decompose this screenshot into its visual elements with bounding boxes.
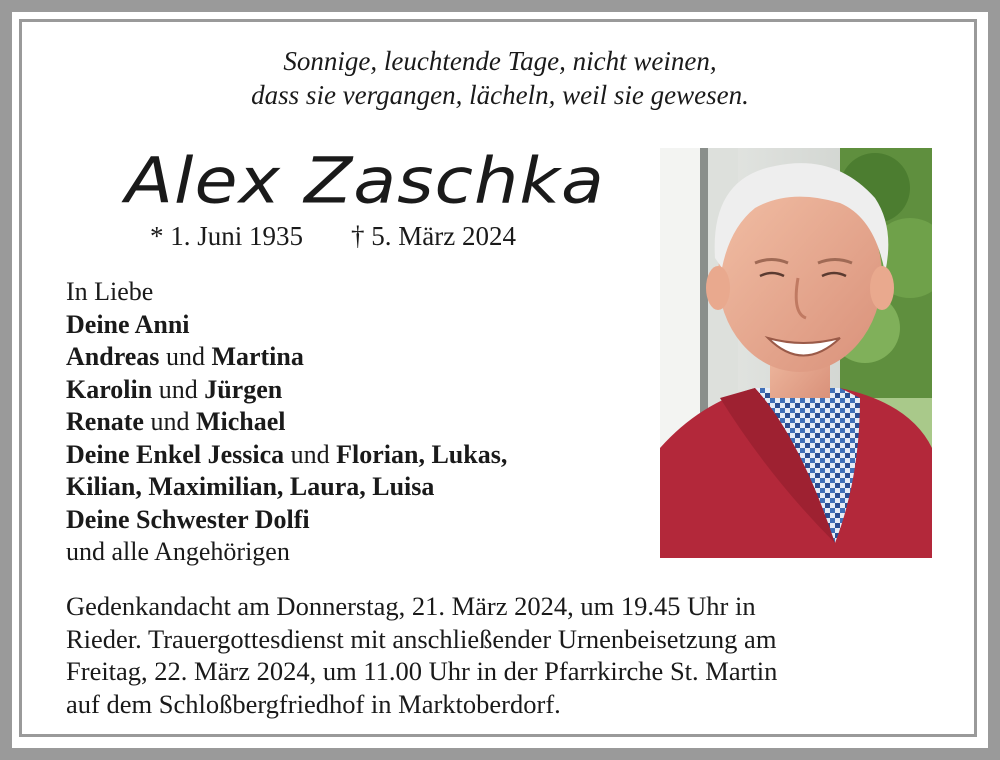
poem-line-1: Sonnige, leuchtende Tage, nicht weinen, xyxy=(283,46,717,76)
family-name: Renate xyxy=(66,407,144,436)
family-name: Florian, Lukas, xyxy=(336,439,508,469)
poem-line-2: dass sie vergangen, lächeln, weil sie gewesen. xyxy=(251,80,749,110)
family-closing: und alle Angehörigen xyxy=(66,537,290,566)
life-dates xyxy=(150,220,516,252)
birth-date: * 1. Juni 1935 xyxy=(150,221,304,251)
notice-line-2: Rieder. Trauergottesdienst mit anschließender Urnenbeisetzung am xyxy=(66,623,777,654)
family-name: Karolin xyxy=(66,374,153,404)
family-conjunction: und xyxy=(284,439,337,469)
family-line-3 xyxy=(66,374,507,407)
notice-line-1: Gedenkandacht am Donnerstag, 21. März 2024, um 19.45 Uhr in xyxy=(66,591,756,621)
family-conjunction: und xyxy=(143,407,196,436)
family-name: Martina xyxy=(211,342,304,371)
family-intro: In Liebe xyxy=(66,277,154,306)
family-name: Michael xyxy=(195,407,286,436)
family-line-2 xyxy=(66,341,507,374)
family-name: Deine Enkel Jessica xyxy=(66,439,285,469)
family-list xyxy=(66,276,507,569)
notice-line-3: Freitag, 22. März 2024, um 11.00 Uhr in der Pfarrkirche St. Martin xyxy=(66,656,778,686)
family-name: Andreas xyxy=(66,342,160,371)
family-line-1: Deine Anni xyxy=(66,309,190,339)
service-notice xyxy=(66,590,946,720)
family-line-7: Deine Schwester Dolfi xyxy=(66,504,310,534)
notice-line-4: auf dem Schloßbergfriedhof in Marktoberdorf. xyxy=(66,688,561,719)
family-line-4 xyxy=(66,406,507,439)
family-line-6: Kilian, Maximilian, Laura, Luisa xyxy=(66,472,435,501)
family-name: Jürgen xyxy=(204,374,283,404)
family-conjunction: und xyxy=(152,374,205,404)
portrait-photo xyxy=(660,148,932,558)
deceased-name: Alex Zaschka xyxy=(125,144,605,218)
memorial-poem xyxy=(0,44,1000,112)
family-line-5 xyxy=(66,439,507,472)
family-conjunction: und xyxy=(159,342,212,371)
death-date: † 5. März 2024 xyxy=(351,221,516,251)
